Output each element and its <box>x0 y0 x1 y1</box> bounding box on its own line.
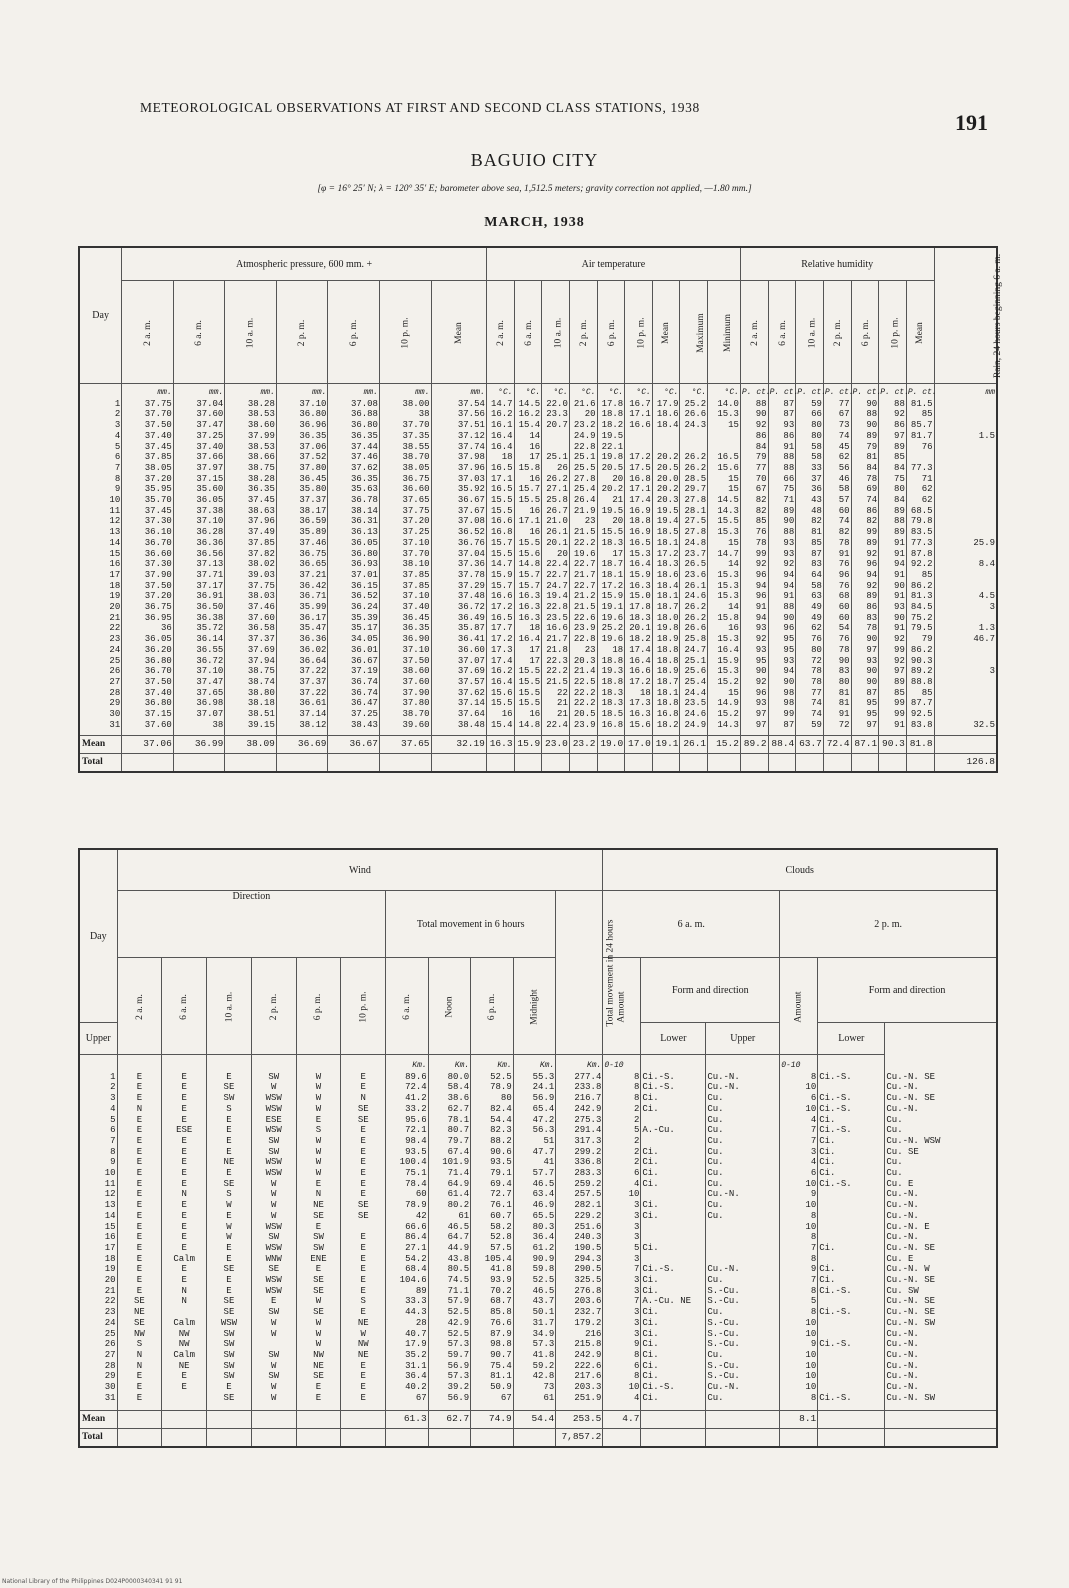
mean-empty <box>885 1410 997 1428</box>
clouds2-form-direction-header: Form and direction <box>818 958 997 1023</box>
temperature-a2-column: 14.7 16.2 16.1 16.4 16.4 18 16.5 17.1 16.5 15.5 15.5 16.6 16.8 15.7 15.5 14.7 15.9 15.7 16.6 17.2 16.5 17.7 17.2 17.3 17.4 16.2 16.4 15.6 15.5 16 15.4 <box>486 399 514 735</box>
humidity-col-3-label: 2 p. m. <box>833 319 844 346</box>
pressure-unit: mm. <box>379 384 431 399</box>
movement-unit: Km. <box>513 1055 556 1072</box>
temp-col-3 <box>569 281 597 384</box>
unit-cell <box>296 1055 341 1072</box>
temperature-a6-column: 14.5 16.2 15.4 14 16 17 15.8 16 15.7 15.5 16 17.1 16 15.5 15.6 14.8 15.7 15.7 16.3 16.3 16.3 18 16.4 17 17 15.5 15.5 15.5 15.5 16 14.8 <box>514 399 542 735</box>
total-empty <box>471 1428 514 1447</box>
mean-empty <box>706 1410 780 1428</box>
humidity-unit: P. ct. <box>768 384 796 399</box>
month-title: MARCH, 1938 <box>484 215 585 230</box>
temp-col-0 <box>486 281 514 384</box>
temperature-p2-column: 21.6 20 23.2 24.9 22.8 25.1 25.5 27.8 25.4 26.4 21.9 23 21.5 22.2 19.6 22.7 21.7 22.7 21.2 21.5 22.6 23.9 22.8 23 20.3 21.4 22.5 22.2 22.2 20.5 23.9 <box>569 399 597 735</box>
movement-col-2 <box>471 958 514 1055</box>
total-empty <box>641 1428 706 1447</box>
temp-col-0-label: 2 a. m. <box>495 319 506 346</box>
mean-clouds2-amount: 8.1 <box>780 1410 818 1428</box>
total-empty <box>879 753 907 772</box>
mean-label: Mean <box>79 1410 117 1428</box>
station-name: BAGUIO CITY <box>470 150 599 170</box>
total-empty <box>796 753 824 772</box>
temp-unit: °C. <box>486 384 514 399</box>
mean-empty <box>818 1410 885 1428</box>
pressure-mean-column: 37.54 37.56 37.51 37.12 37.74 37.98 37.96 37.03 35.92 36.67 37.67 37.08 36.52 36.76 37.04 37.36 37.78 37.29 37.48 36.72 36.49 35.87 36.41 36.60 37.07 37.69 37.57 37.62 37.14 37.64 38.48 <box>431 399 486 735</box>
total-empty <box>122 753 174 772</box>
total-empty <box>597 753 625 772</box>
temp-col-6 <box>652 281 680 384</box>
total-movement-24h: 7,857.2 <box>556 1428 603 1447</box>
movement-col-2-label: 6 p. m. <box>486 993 497 1020</box>
rain-unit: mm <box>934 384 997 399</box>
unit-cell <box>885 1055 997 1072</box>
pressure-col-1 <box>173 281 225 384</box>
total-empty <box>706 1428 780 1447</box>
movement-col-1-label: Noon <box>444 995 455 1018</box>
humidity-col-0-label: 2 a. m. <box>749 319 760 346</box>
clouds-group-header: Clouds <box>603 849 997 891</box>
humidity-col-4 <box>851 281 879 384</box>
clouds6-amount-header-label: Amount <box>616 990 627 1023</box>
clouds6-lower-column: Cu.-N. Cu.-N. Cu. Cu. Cu. Cu. Cu. Cu. Cu. Cu. Cu. Cu.-N. Cu. Cu. Cu.-N. Cu. S.-Cu. S.-Cu. Cu. S.-Cu. S.-Cu. S.-Cu. Cu. S.-Cu. S.-Cu. Cu.-N. Cu. <box>706 1072 780 1410</box>
total-empty <box>569 753 597 772</box>
movement-unit: Km. <box>386 1055 429 1072</box>
clouds6-amount-column: 8 8 8 2 2 5 2 2 2 6 4 10 3 3 3 3 5 3 7 3 3 7 3 3 3 9 8 6 8 10 4 <box>603 1072 641 1410</box>
pressure-a10-column: 38.28 38.53 38.60 37.99 38.53 38.66 38.75 38.28 36.35 37.45 38.63 37.96 37.49 37.85 37.82 38.02 39.03 37.75 38.03 37.46 37.60 36.58 37.37 37.69 37.94 38.75 38.74 38.80 38.18 38.51 39.15 <box>225 399 277 735</box>
total-empty <box>740 753 768 772</box>
temperature-p6-column: 17.8 18.8 18.2 19.5 22.1 19.8 20.5 20 20.2 21 19.5 20 15.5 18.3 17 18.7 18.1 17.2 15.9 19.1 19.6 25.2 19.6 18 18.8 19.3 18.8 18.3 18.3 18.5 16.8 <box>597 399 625 735</box>
total-empty <box>296 1428 341 1447</box>
pressure-col-4-label: 6 p. m. <box>348 319 359 346</box>
total-empty <box>780 1428 818 1447</box>
total-empty <box>431 753 486 772</box>
unit-cell <box>207 1055 252 1072</box>
total-empty <box>542 753 570 772</box>
temp-col-1 <box>514 281 542 384</box>
wind-direction-p2-column: SW W WSW WSW ESE WSW SW SW WSW WSW W W W W WSW SW WSW WNW SE WSW WSW E SW W W SW W SW W W <box>251 1072 296 1410</box>
humidity-p6-column: 90 88 90 89 79 81 84 78 69 74 86 82 99 89 92 96 94 92 89 86 83 78 90 97 93 90 90 87 95 95 97 <box>851 399 879 735</box>
pressure-col-5 <box>379 281 431 384</box>
movement-col-3 <box>513 958 556 1055</box>
pressure-p2-column: 37.10 36.80 36.96 36.35 37.06 37.52 37.80 36.45 35.80 37.37 38.17 36.59 35.89 37.46 36.75 36.65 37.21 36.42 36.71 35.99 36.17 35.47 36.36 36.02 36.64 37.22 37.37 37.22 36.61 37.14 38.12 <box>276 399 328 735</box>
total-empty <box>276 753 328 772</box>
humidity-a10-column: 59 66 80 80 58 58 33 37 36 43 48 82 81 85 87 83 64 58 63 49 49 62 76 80 72 78 78 77 74 74 59 <box>796 399 824 735</box>
mean-humidity: 89.2 <box>740 735 768 753</box>
mean-temp: 15.9 <box>514 735 542 753</box>
pressure-p6-column: 37.08 36.88 36.80 36.35 37.44 37.46 37.62 36.35 35.63 36.78 38.14 36.31 36.13 36.05 36.80 36.93 37.01 36.15 36.52 36.24 35.39 35.17 34.05 36.01 36.67 37.19 36.74 36.74 36.47 37.25 38.43 <box>328 399 380 735</box>
day-header: Day <box>79 849 117 1023</box>
direction-col-5-label: 10 p. m. <box>358 990 369 1023</box>
air-temperature-group-header: Air temperature <box>486 247 740 281</box>
temperature-mean-column: 17.9 18.6 18.4 20.2 20.5 20.0 20.2 20.3 19.5 19.4 18.5 18.1 17.2 18.3 18.6 18.4 18.1 18.7 18.0 19.8 18.9 18.8 18.8 18.9 18.7 18.1 18.8 16.8 18.2 <box>652 399 680 735</box>
mean-row <box>79 735 997 753</box>
unit-cell <box>706 1055 780 1072</box>
station-coordinates: [φ = 16° 25′ N; λ = 120° 35′ E; barometer above sea, 1,512.5 meters; gravity correction not applied, —1.80 mm.] <box>317 184 752 194</box>
total-empty <box>117 1428 162 1447</box>
mean-total-movement: 253.5 <box>556 1410 603 1428</box>
humidity-unit: P. ct. <box>879 384 907 399</box>
unit-cell <box>341 1055 386 1072</box>
mean-humidity: 90.3 <box>879 735 907 753</box>
clouds2-upper-column: Ci.-S. Ci.-S. Ci.-S. Ci. Ci.-S. Ci. Ci. Ci. Ci. Ci.-S. Ci. Ci. Ci. Ci.-S. Ci.-S. Ci.-S. Ci.-S. <box>818 1072 885 1410</box>
pressure-col-6-label: Mean <box>453 321 464 344</box>
direction-col-1 <box>162 958 207 1055</box>
pressure-col-1-label: 6 a. m. <box>194 319 205 346</box>
total-empty <box>885 1428 997 1447</box>
total-empty <box>906 753 934 772</box>
mean-humidity: 81.8 <box>906 735 934 753</box>
unit-cell <box>79 384 122 399</box>
mean-humidity: 87.1 <box>851 735 879 753</box>
unit-cell <box>79 1055 117 1072</box>
mean-row <box>79 1410 997 1428</box>
day-numbers: 1 2 3 4 5 6 7 8 9 10 11 12 13 14 15 16 17 18 19 20 21 22 23 24 25 26 27 28 29 30 31 <box>79 399 122 735</box>
clouds2-amount-header-label: Amount <box>793 990 804 1023</box>
clouds2-lower-column: Cu.-N. SE Cu.-N. Cu.-N. SE Cu.-N. Cu. Cu. Cu.-N. WSW Cu. SE Cu. Cu. Cu. E Cu.-N. Cu.-N. Cu.-N. Cu.-N. E Cu.-N. Cu.-N. SE Cu. E Cu.-N. W Cu.-N. SE Cu. SW Cu.-N. SE Cu.-N. SE Cu.-N. SW Cu.-N. Cu.-N. Cu.-N. Cu.-N. Cu.-N. Cu.-N. Cu.-N. SW <box>885 1072 997 1410</box>
clouds6-lower-header: Lower <box>641 1023 706 1055</box>
total-empty <box>652 753 680 772</box>
mean-pressure: 36.99 <box>173 735 225 753</box>
total-empty <box>513 1428 556 1447</box>
amount-unit: 0-10 <box>780 1055 818 1072</box>
pressure-temperature-humidity-table <box>78 246 1003 773</box>
mean-humidity: 63.7 <box>796 735 824 753</box>
pressure-col-3 <box>276 281 328 384</box>
total-empty <box>625 753 653 772</box>
humidity-col-3 <box>823 281 851 384</box>
wind-movement-midnight-column: 55.3 24.1 56.9 65.4 47.2 56.3 51 47.7 41 57.7 46.5 63.4 46.9 65.5 80.3 36.4 61.2 90.9 59.8 52.5 46.5 43.7 50.1 31.7 34.9 57.3 41.8 59.2 42.8 73 61 <box>513 1072 556 1410</box>
total-empty <box>386 1428 429 1447</box>
humidity-unit: P. ct. <box>740 384 768 399</box>
humidity-col-0 <box>740 281 768 384</box>
unit-cell <box>117 1055 162 1072</box>
wind-movement-noon-column: 80.0 58.4 38.6 62.7 78.1 80.7 79.7 67.4 101.9 71.4 64.9 61.4 80.2 61 46.5 64.7 44.9 43.8 80.5 74.5 71.1 57.9 52.5 42.9 52.5 57.3 59.7 56.9 57.3 39.2 56.9 <box>428 1072 471 1410</box>
day-header: Day <box>79 247 122 384</box>
unit-cell <box>818 1055 885 1072</box>
pressure-p10-column: 38.00 38 37.70 37.35 38.55 38.70 38.05 36.75 36.60 37.65 37.75 37.20 37.25 37.10 37.70 38.10 37.85 37.85 37.10 37.40 36.45 36.35 36.90 37.10 37.50 38.60 37.60 37.90 37.80 38.70 39.60 <box>379 399 431 735</box>
wind-direction-p6-column: W W W W E S W W W W E N NE SE E SW SW ENE E SE SE W SE W W W NW NE SE E E <box>296 1072 341 1410</box>
mean-pressure: 36.69 <box>276 735 328 753</box>
mean-rain <box>934 735 997 753</box>
temp-col-8-label: Minimum <box>723 313 734 352</box>
temperature-a10-column: 22.0 23.3 20.7 25.1 26 26.2 27.1 25.8 26.7 21.0 26.1 20.1 20 22.4 22.7 24.7 19.4 22.8 23.5 16.6 21.7 21.8 22.3 22.2 21.5 22 21 21 22.4 <box>542 399 570 735</box>
direction-col-5 <box>341 958 386 1055</box>
direction-col-4 <box>296 958 341 1055</box>
direction-col-0 <box>117 958 162 1055</box>
amount-unit: 0-10 <box>603 1055 641 1072</box>
total-empty <box>818 1428 885 1447</box>
pressure-col-3-label: 2 p. m. <box>297 319 308 346</box>
pressure-col-0-label: 2 a. m. <box>142 319 153 346</box>
humidity-a2-column: 88 90 92 86 84 79 77 70 67 82 82 85 76 78 99 92 96 94 96 91 94 93 92 93 95 90 92 96 93 97 97 <box>740 399 768 735</box>
mean-movement: 62.7 <box>428 1410 471 1428</box>
total-empty <box>680 753 708 772</box>
pressure-unit: mm. <box>276 384 328 399</box>
mean-empty <box>251 1410 296 1428</box>
total-rain: 126.8 <box>934 753 997 772</box>
movement-group-header: Total movement in 6 hours <box>386 891 556 958</box>
temp-col-5-label: 10 p. m. <box>636 316 647 349</box>
temp-unit: °C. <box>652 384 680 399</box>
mean-temp: 17.0 <box>625 735 653 753</box>
temp-col-4-label: 6 p. m. <box>606 319 617 346</box>
total-label: Total <box>79 1428 117 1447</box>
page-title: METEOROLOGICAL OBSERVATIONS AT FIRST AND SECOND CLASS STATIONS, 1938 <box>140 100 700 115</box>
movement-col-0-label: 6 a. m. <box>401 993 412 1020</box>
pressure-unit: mm. <box>122 384 174 399</box>
humidity-mean-column: 81.5 85 85.7 81.7 76 77.3 71 62 62 68.5 79.8 83.5 77.3 87.8 92.2 85 86.2 81.3 84.5 75.2 79.5 79 86.2 90.3 89.2 88.8 85 87.7 92.5 83.8 <box>906 399 934 735</box>
humidity-col-1-label: 6 a. m. <box>777 319 788 346</box>
movement-col-3-label: Midnight <box>529 988 540 1025</box>
wind-movement-total-column: 277.4 233.8 216.7 242.9 275.3 291.4 317.3 299.2 336.8 283.3 259.2 257.5 282.1 229.2 251.6 240.3 190.5 294.3 290.5 325.5 276.8 203.6 232.7 179.2 216 215.8 242.9 222.6 217.6 203.3 251.9 <box>556 1072 603 1410</box>
total-empty <box>768 753 796 772</box>
temp-unit: °C. <box>625 384 653 399</box>
page-footer: National Library of the Philippines D024P0000340341 91 91 <box>2 1578 183 1585</box>
total-empty <box>428 1428 471 1447</box>
page-number: 191 <box>955 110 988 135</box>
mean-empty <box>296 1410 341 1428</box>
pressure-col-0 <box>122 281 174 384</box>
temp-col-4 <box>597 281 625 384</box>
mean-movement: 61.3 <box>386 1410 429 1428</box>
clouds6-form-direction-header: Form and direction <box>641 958 780 1023</box>
temp-unit: °C. <box>542 384 570 399</box>
mean-empty <box>117 1410 162 1428</box>
humidity-a6-column: 87 87 93 86 91 88 88 66 75 71 89 90 88 93 93 92 94 94 91 88 90 96 95 95 93 94 90 98 98 99 87 <box>768 399 796 735</box>
wind-group-header: Wind <box>117 849 603 891</box>
humidity-col-1 <box>768 281 796 384</box>
temp-col-3-label: 2 p. m. <box>579 319 590 346</box>
total-row <box>79 1428 997 1447</box>
humidity-group-header: Relative humidity <box>740 247 934 281</box>
movement-col-0 <box>386 958 429 1055</box>
direction-col-2-label: 10 a. m. <box>223 991 234 1022</box>
total-empty <box>486 753 514 772</box>
total-empty <box>162 1428 207 1447</box>
movement-unit: Km. <box>556 1055 603 1072</box>
mean-pressure: 36.67 <box>328 735 380 753</box>
total-empty <box>823 753 851 772</box>
temp-col-8 <box>708 281 741 384</box>
rain-column: 1.5 25.9 8.4 4.5 3 1.3 46.7 3 32.5 <box>934 399 997 735</box>
humidity-p2-column: 77 67 73 74 45 62 56 46 58 57 60 74 82 78 91 76 96 76 68 60 60 54 76 78 90 83 80 81 81 91 72 <box>823 399 851 735</box>
total-empty <box>328 753 380 772</box>
direction-col-3 <box>251 958 296 1055</box>
humidity-unit: P. ct. <box>851 384 879 399</box>
direction-col-3-label: 2 p. m. <box>268 993 279 1020</box>
total-empty <box>207 1428 252 1447</box>
mean-empty <box>641 1410 706 1428</box>
unit-cell <box>162 1055 207 1072</box>
pressure-col-5-label: 10 p. m. <box>400 316 411 349</box>
humidity-col-6-label: Mean <box>915 321 926 344</box>
mean-temp: 19.0 <box>597 735 625 753</box>
mean-pressure: 32.19 <box>431 735 486 753</box>
mean-pressure: 37.65 <box>379 735 431 753</box>
mean-temp: 15.2 <box>708 735 741 753</box>
wind-movement-am6-column: 89.6 72.4 41.2 33.2 95.6 72.1 98.4 93.5 100.4 75.1 78.4 60 78.9 42 66.6 86.4 27.1 54.2 68.4 104.6 89 33.3 44.3 28 40.7 17.9 35.2 31.1 36.4 40.2 67 <box>386 1072 429 1410</box>
mean-label: Mean <box>79 735 122 753</box>
unit-cell <box>641 1055 706 1072</box>
total-row <box>79 753 997 772</box>
mean-temp: 19.1 <box>652 735 680 753</box>
direction-col-0-label: 2 a. m. <box>134 993 145 1020</box>
humidity-col-2-label: 10 a. m. <box>807 317 818 348</box>
mean-temp: 26.1 <box>680 735 708 753</box>
clouds2-lower-header: Lower <box>818 1023 885 1055</box>
total-empty <box>379 753 431 772</box>
mean-pressure: 37.06 <box>122 735 174 753</box>
temperature-min-column: 14.0 15.3 15 16.5 15.6 15 15 14.5 14.3 15.5 15.3 15 14.7 14 15.3 15.3 15.3 14 15.8 16 15.3 16.4 15.9 15.3 15.2 15 14.9 15.2 14.3 <box>708 399 741 735</box>
direction-col-4-label: 6 p. m. <box>313 993 324 1020</box>
humidity-p10-column: 88 92 86 97 89 85 84 75 80 84 89 88 89 91 91 94 91 90 91 93 90 91 92 99 92 97 89 85 99 99 91 <box>879 399 907 735</box>
clouds6-upper-header: Upper <box>79 1023 117 1055</box>
temperature-max-column: 25.2 26.6 24.3 26.2 26.2 28.5 29.7 27.8 28.1 27.5 27.8 24.8 23.7 26.5 23.6 26.1 24.6 26.2 26.2 26.6 25.8 24.7 25.1 25.6 25.4 24.4 23.5 24.6 24.9 <box>680 399 708 735</box>
wind-direction-a6-column: E E E E E ESE E E E E E N E E E E E Calm E E N N Calm NW NW Calm NE E E <box>162 1072 207 1410</box>
humidity-unit: P. ct. <box>906 384 934 399</box>
total-empty <box>173 753 225 772</box>
pressure-a2-column: 37.75 37.70 37.50 37.40 37.45 37.85 38.05 37.20 35.95 35.70 37.45 37.30 36.10 36.70 36.60 37.30 37.90 37.50 37.20 36.75 36.95 36 36.05 36.20 36.80 36.70 37.50 37.40 36.80 37.15 37.60 <box>122 399 174 735</box>
pressure-unit: mm. <box>431 384 486 399</box>
mean-temp: 23.0 <box>542 735 570 753</box>
mean-humidity: 88.4 <box>768 735 796 753</box>
temp-unit: °C. <box>569 384 597 399</box>
mean-pressure: 38.09 <box>225 735 277 753</box>
temp-col-2 <box>542 281 570 384</box>
wind-movement-pm6-column: 52.5 78.9 80 82.4 54.4 82.3 88.2 90.6 93.5 79.1 69.4 72.7 76.1 60.7 58.2 52.8 57.5 105.4 41.8 93.9 70.2 68.7 85.8 76.6 87.9 98.8 90.7 75.4 81.1 50.9 67 <box>471 1072 514 1410</box>
clouds6-upper-column: Ci.-S. Ci.-S. Ci. Ci. A.-Cu. Ci. Ci. Ci. Ci. Ci. Ci. Ci. Ci.-S. Ci. Ci. A.-Cu. NE Ci. Ci. Ci. Ci. Ci. Ci. Ci. Ci.-S. Ci. <box>641 1072 706 1410</box>
movement-unit: Km. <box>428 1055 471 1072</box>
mean-movement: 54.4 <box>513 1410 556 1428</box>
humidity-col-4-label: 6 p. m. <box>860 319 871 346</box>
temp-col-2-label: 10 a. m. <box>553 317 564 348</box>
clouds2-amount-column: 8 10 6 10 4 7 7 3 4 6 10 9 10 8 10 8 7 8 9 7 8 5 8 10 10 9 10 10 10 10 8 <box>780 1072 818 1410</box>
clouds2-amount-header <box>780 958 818 1055</box>
mean-temp: 23.2 <box>569 735 597 753</box>
humidity-col-2 <box>796 281 824 384</box>
humidity-col-6 <box>906 281 934 384</box>
wind-direction-a2-column: E E E N E E E E E E E E E E E E E E E E E SE NE SE NW S N N E E E <box>117 1072 162 1410</box>
total-empty <box>251 1428 296 1447</box>
mean-temp: 16.3 <box>486 735 514 753</box>
movement-unit: Km. <box>471 1055 514 1072</box>
temp-unit: °C. <box>514 384 542 399</box>
total-empty <box>514 753 542 772</box>
total-empty <box>603 1428 641 1447</box>
humidity-col-5-label: 10 p. m. <box>890 316 901 349</box>
day-numbers: 1 2 3 4 5 6 7 8 9 10 11 12 13 14 15 16 17 18 19 20 21 22 23 24 25 26 27 28 29 30 31 <box>79 1072 117 1410</box>
temp-unit: °C. <box>680 384 708 399</box>
wind-direction-a10-column: E SE SW S E E E E NE E SE S W E W W E E SE E E SE SE WSW SW SW SW SW SW E SE <box>207 1072 252 1410</box>
total-empty <box>341 1428 386 1447</box>
mean-humidity: 72.4 <box>823 735 851 753</box>
temp-col-1-label: 6 a. m. <box>523 319 534 346</box>
pressure-group-header: Atmospheric pressure, 600 mm. + <box>122 247 487 281</box>
mean-movement: 74.9 <box>471 1410 514 1428</box>
humidity-unit: P. ct. <box>823 384 851 399</box>
direction-col-1-label: 6 a. m. <box>179 993 190 1020</box>
mean-empty <box>207 1410 252 1428</box>
wind-clouds-table <box>78 848 998 1448</box>
pressure-col-2-label: 10 a. m. <box>245 317 256 348</box>
mean-clouds6-amount: 4.7 <box>603 1410 641 1428</box>
pressure-unit: mm. <box>328 384 380 399</box>
temp-unit: °C. <box>708 384 741 399</box>
mean-empty <box>341 1410 386 1428</box>
direction-col-2 <box>207 958 252 1055</box>
pressure-a6-column: 37.04 37.60 37.47 37.25 37.40 37.66 37.97 37.15 35.60 36.05 37.38 37.10 36.28 36.36 36.56 37.13 37.71 37.17 36.91 36.50 36.38 35.72 36.14 36.55 36.72 37.10 37.47 37.65 36.98 37.07 38 <box>173 399 225 735</box>
temp-col-6-label: Mean <box>661 321 672 344</box>
rain-header: Rain, 24 hours beginning 6 a. m. <box>934 247 997 384</box>
wind-direction-p10-column: E E N SE SE E E E E E E E SE SE E E E E E E S E NE W NW NE E E E E <box>341 1072 386 1410</box>
direction-group-header: Direction <box>117 891 386 958</box>
temperature-p10-column: 16.7 17.1 16.6 17.2 17.5 16.8 17.1 17.4 16.9 18.8 16.9 16.5 15.3 16.4 15.9 16.3 15.0 17.8 18.3 20.1 18.2 17.4 16.4 16.6 17.2 18 17.3 16.3 15.6 <box>625 399 653 735</box>
temp-col-7 <box>680 281 708 384</box>
temp-col-5 <box>625 281 653 384</box>
clouds-6am-header: 6 a. m. <box>603 891 780 958</box>
clouds-2pm-header: 2 p. m. <box>780 891 997 958</box>
total-empty <box>225 753 277 772</box>
total-empty <box>708 753 741 772</box>
pressure-unit: mm. <box>173 384 225 399</box>
pressure-unit: mm. <box>225 384 277 399</box>
temp-col-7-label: Maximum <box>696 312 707 353</box>
movement-col-1 <box>428 958 471 1055</box>
mean-empty <box>162 1410 207 1428</box>
total-24h-header: Total movement in 24 hours <box>556 891 603 1055</box>
total-empty <box>851 753 879 772</box>
pressure-col-2 <box>225 281 277 384</box>
humidity-unit: P. ct. <box>796 384 824 399</box>
total-label: Total <box>79 753 122 772</box>
clouds2-upper-header: Upper <box>706 1023 780 1055</box>
temp-unit: °C. <box>597 384 625 399</box>
pressure-col-6 <box>431 281 486 384</box>
unit-cell <box>251 1055 296 1072</box>
pressure-col-4 <box>328 281 380 384</box>
humidity-col-5 <box>879 281 907 384</box>
